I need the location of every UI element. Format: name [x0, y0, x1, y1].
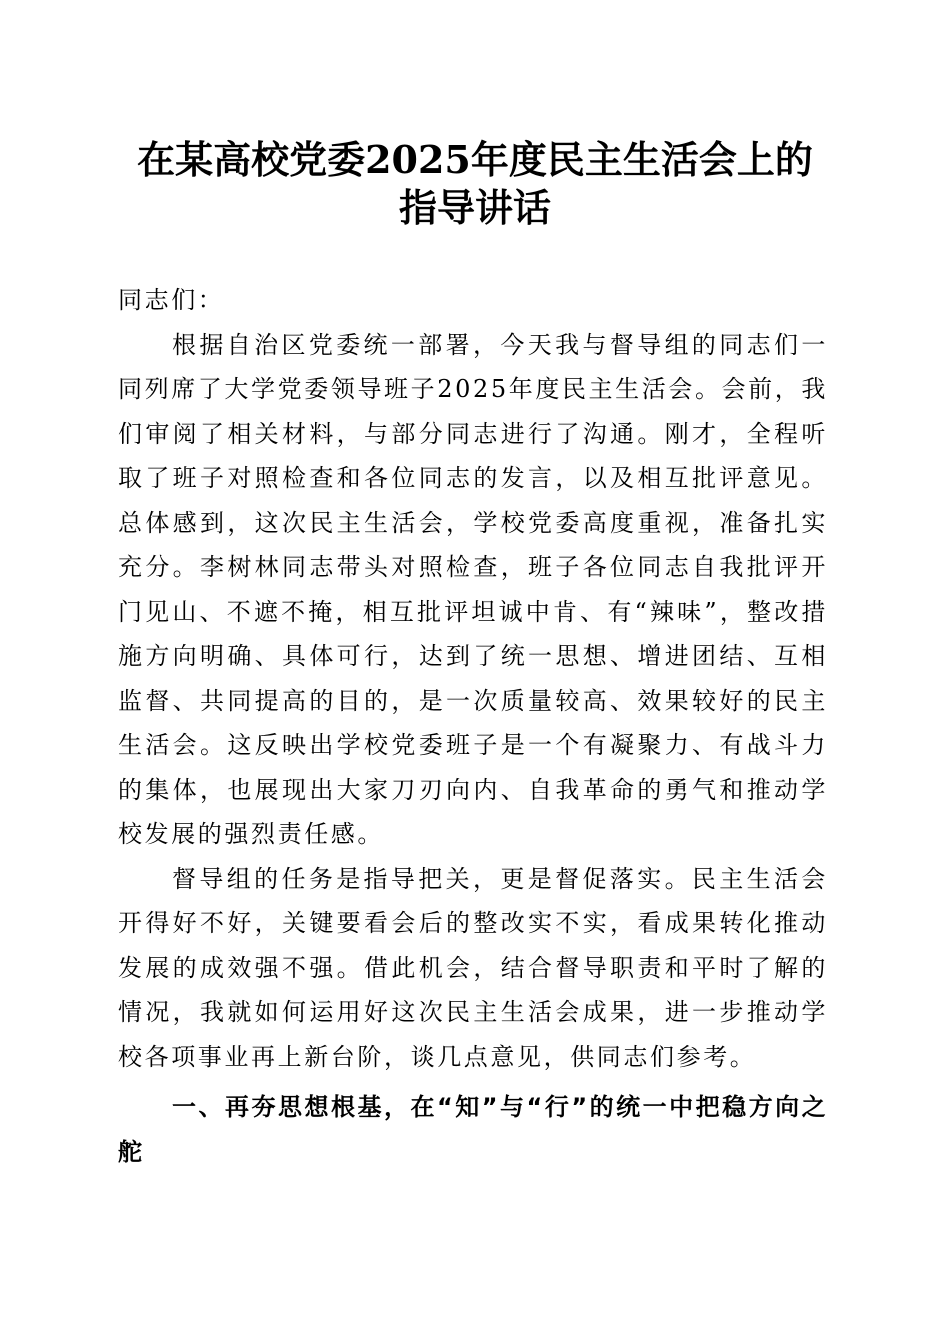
document-body: [118, 278, 828, 1174]
paragraph-opening: 根据自治区党委统一部署，今天我与督导组的同志们一同列席了大学党委领导班子2025年度民主生活会。会前，我们审阅了相关材料，与部分同志进行了沟通。刚才，全程听取了班子对照检查和各位同志的发言，以及相互批评意见。总体感到，这次民主生活会，学校党委高度重视，准备扎实充分。李树林同志带头对照检查，班子各位同志自我批评开门见山、不遮不掩，相互批评坦诚中肯、有“辣味”，整改措施方向明确、具体可行，达到了统一思想、增进团结、互相监督、共同提高的目的，是一次质量较高、效果较好的民主生活会。这反映出学校党委班子是一个有凝聚力、有战斗力的集体，也展现出大家刀刃向内、自我革命的勇气和推动学校发展的强烈责任感。: [118, 330, 828, 848]
section-heading-1: 一、再夯思想根基，在“知”与“行”的统一中把稳方向之舵: [118, 1093, 828, 1166]
paragraph-purpose: 督导组的任务是指导把关，更是督促落实。民主生活会开得好不好，关键要看会后的整改实不实，看成果转化推动发展的成效强不强。借此机会，结合督导职责和平时了解的情况，我就如何运用好这次民主生活会成果，进一步推动学校各项事业再上新台阶，谈几点意见，供同志们参考。: [118, 864, 828, 1071]
document-title: 在某高校党委2025年度民主生活会上的指导讲话: [137, 137, 813, 230]
salutation: 同志们：: [118, 286, 225, 314]
